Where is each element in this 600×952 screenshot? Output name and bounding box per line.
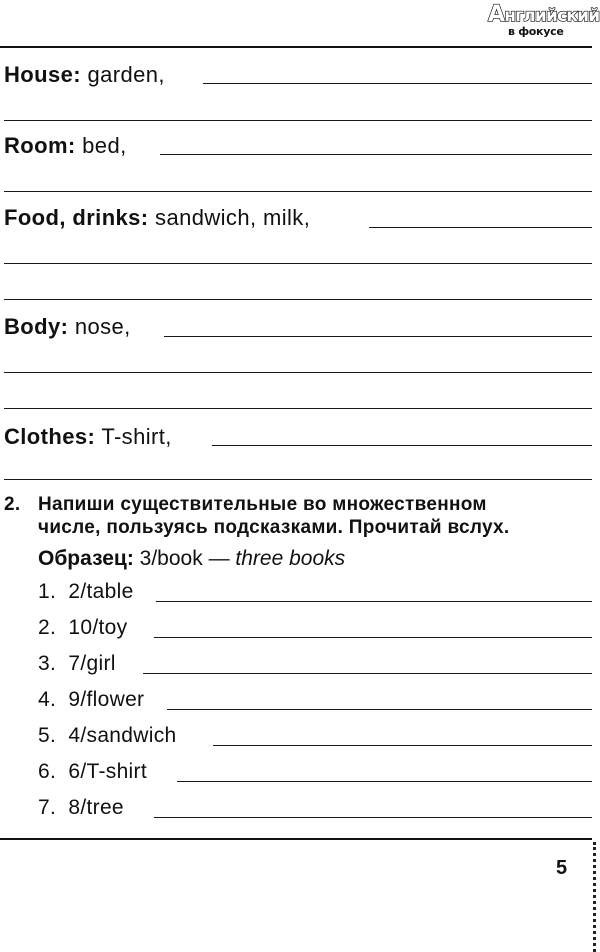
item-prompt: 10/toy: [68, 616, 128, 639]
perforation-edge: [593, 842, 596, 952]
list-item: [38, 688, 144, 712]
page-number: 5: [556, 857, 568, 879]
answer-line[interactable]: [156, 601, 592, 602]
example-row: [38, 547, 345, 571]
answer-line[interactable]: [4, 120, 592, 121]
answer-line[interactable]: [167, 709, 592, 710]
list-item: [38, 760, 147, 784]
top-rule: [0, 46, 592, 48]
item-number: 1.: [38, 580, 57, 603]
category-house: [4, 62, 165, 88]
example-label: Образец:: [38, 547, 134, 570]
answer-line[interactable]: [4, 263, 592, 264]
example-answer: three books: [235, 547, 346, 570]
answer-line[interactable]: [4, 191, 592, 192]
category-room: [4, 133, 127, 159]
category-examples: garden,: [87, 62, 165, 87]
list-item: [38, 616, 127, 640]
category-label: Body:: [4, 314, 69, 339]
item-prompt: 4/sandwich: [68, 724, 177, 747]
category-label: House:: [4, 62, 81, 87]
list-item: [38, 724, 176, 748]
answer-line[interactable]: [177, 781, 592, 782]
item-number: 7.: [38, 796, 57, 819]
task-instruction-line-1: Напиши существительные во множественном: [38, 494, 487, 515]
series-logo: [488, 2, 600, 42]
item-number: 4.: [38, 688, 57, 711]
item-number: 2.: [38, 616, 57, 639]
item-number: 3.: [38, 652, 57, 675]
answer-line[interactable]: [203, 83, 592, 84]
answer-line[interactable]: [4, 299, 592, 300]
category-label: Clothes:: [4, 424, 96, 449]
category-label: Food, drinks:: [4, 205, 149, 230]
item-prompt: 9/flower: [68, 688, 145, 711]
example-prompt: 3/book: [139, 547, 203, 570]
item-prompt: 2/table: [68, 580, 134, 603]
category-body: [4, 314, 131, 340]
answer-line[interactable]: [164, 336, 592, 337]
answer-line[interactable]: [4, 479, 592, 480]
category-examples: T-shirt,: [101, 424, 172, 449]
logo-title: Английский: [488, 2, 600, 27]
task-number: 2.: [4, 494, 21, 515]
answer-line[interactable]: [160, 154, 592, 155]
category-examples: bed,: [82, 133, 127, 158]
answer-line[interactable]: [4, 372, 592, 373]
example-dash: —: [208, 547, 230, 570]
bottom-rule: [0, 838, 592, 840]
answer-line[interactable]: [213, 745, 592, 746]
category-clothes: [4, 424, 172, 450]
answer-line[interactable]: [369, 227, 592, 228]
category-examples: sandwich, milk,: [155, 205, 311, 230]
list-item: [38, 580, 134, 604]
list-item: [38, 652, 116, 676]
item-prompt: 6/T-shirt: [68, 760, 147, 783]
logo-subtitle: в фокусе: [508, 25, 564, 38]
answer-line[interactable]: [154, 637, 592, 638]
category-food-drinks: [4, 205, 310, 231]
answer-line[interactable]: [154, 817, 592, 818]
task-instruction-line-2: числе, пользуясь подсказками. Прочитай вслух.: [38, 517, 510, 538]
answer-line[interactable]: [4, 408, 592, 409]
category-label: Room:: [4, 133, 76, 158]
category-examples: nose,: [74, 314, 131, 339]
item-prompt: 8/tree: [68, 796, 124, 819]
item-number: 6.: [38, 760, 57, 783]
item-prompt: 7/girl: [68, 652, 116, 675]
list-item: [38, 796, 124, 820]
answer-line[interactable]: [212, 445, 592, 446]
answer-line[interactable]: [143, 673, 592, 674]
item-number: 5.: [38, 724, 57, 747]
